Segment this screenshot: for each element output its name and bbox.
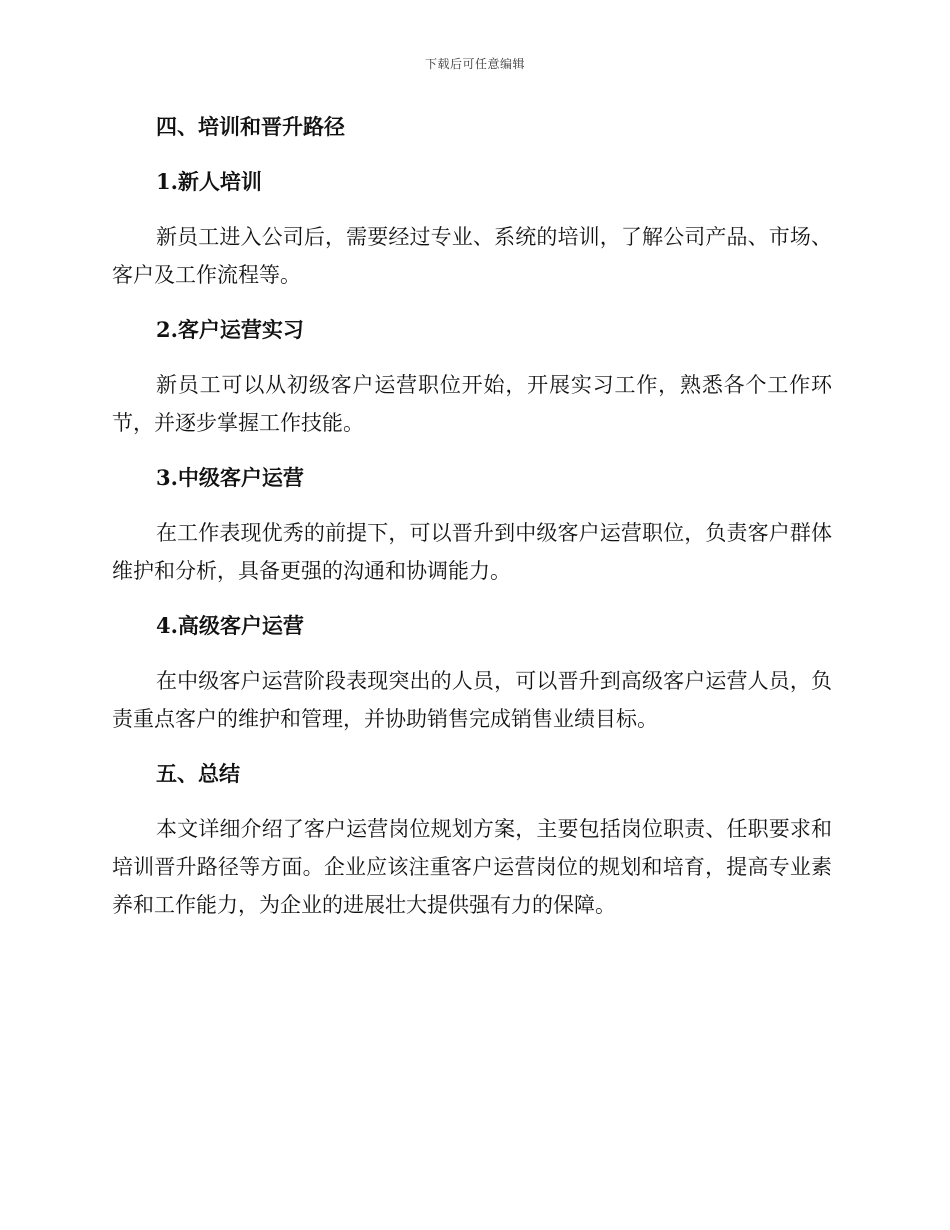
subheading-senior-ops: 4.高级客户运营: [156, 613, 304, 638]
paragraph-new-hire-training: 新员工进入公司后，需要经过专业、系统的培训，了解公司产品、市场、客户及工作流程等。: [112, 225, 832, 287]
subheading-new-hire-training: 1.新人培训: [156, 169, 262, 194]
paragraph-ops-internship: 新员工可以从初级客户运营职位开始，开展实习工作，熟悉各个工作环节，并逐步掌握工作技能。: [112, 373, 832, 435]
header-note: 下载后可任意编辑: [424, 57, 525, 71]
paragraph-summary: 本文详细介绍了客户运营岗位规划方案，主要包括岗位职责、任职要求和培训晋升路径等方面。企业应该注重客户运营岗位的规划和培育，提高专业素养和工作能力，为企业的进展壮大提供强有力的保障。: [112, 817, 832, 917]
document-body: [112, 108, 832, 941]
paragraph-senior-ops: 在中级客户运营阶段表现突出的人员，可以晋升到高级客户运营人员，负责重点客户的维护和管理，并协助销售完成销售业绩目标。: [112, 669, 832, 731]
subheading-ops-internship: 2.客户运营实习: [156, 317, 304, 342]
section-title-training: 四、培训和晋升路径: [156, 114, 345, 139]
paragraph-mid-level-ops: 在工作表现优秀的前提下，可以晋升到中级客户运营职位，负责客户群体维护和分析，具备更强的沟通和协调能力。: [112, 521, 832, 583]
section-title-summary: 五、总结: [156, 761, 240, 786]
subheading-mid-level-ops: 3.中级客户运营: [156, 465, 304, 490]
